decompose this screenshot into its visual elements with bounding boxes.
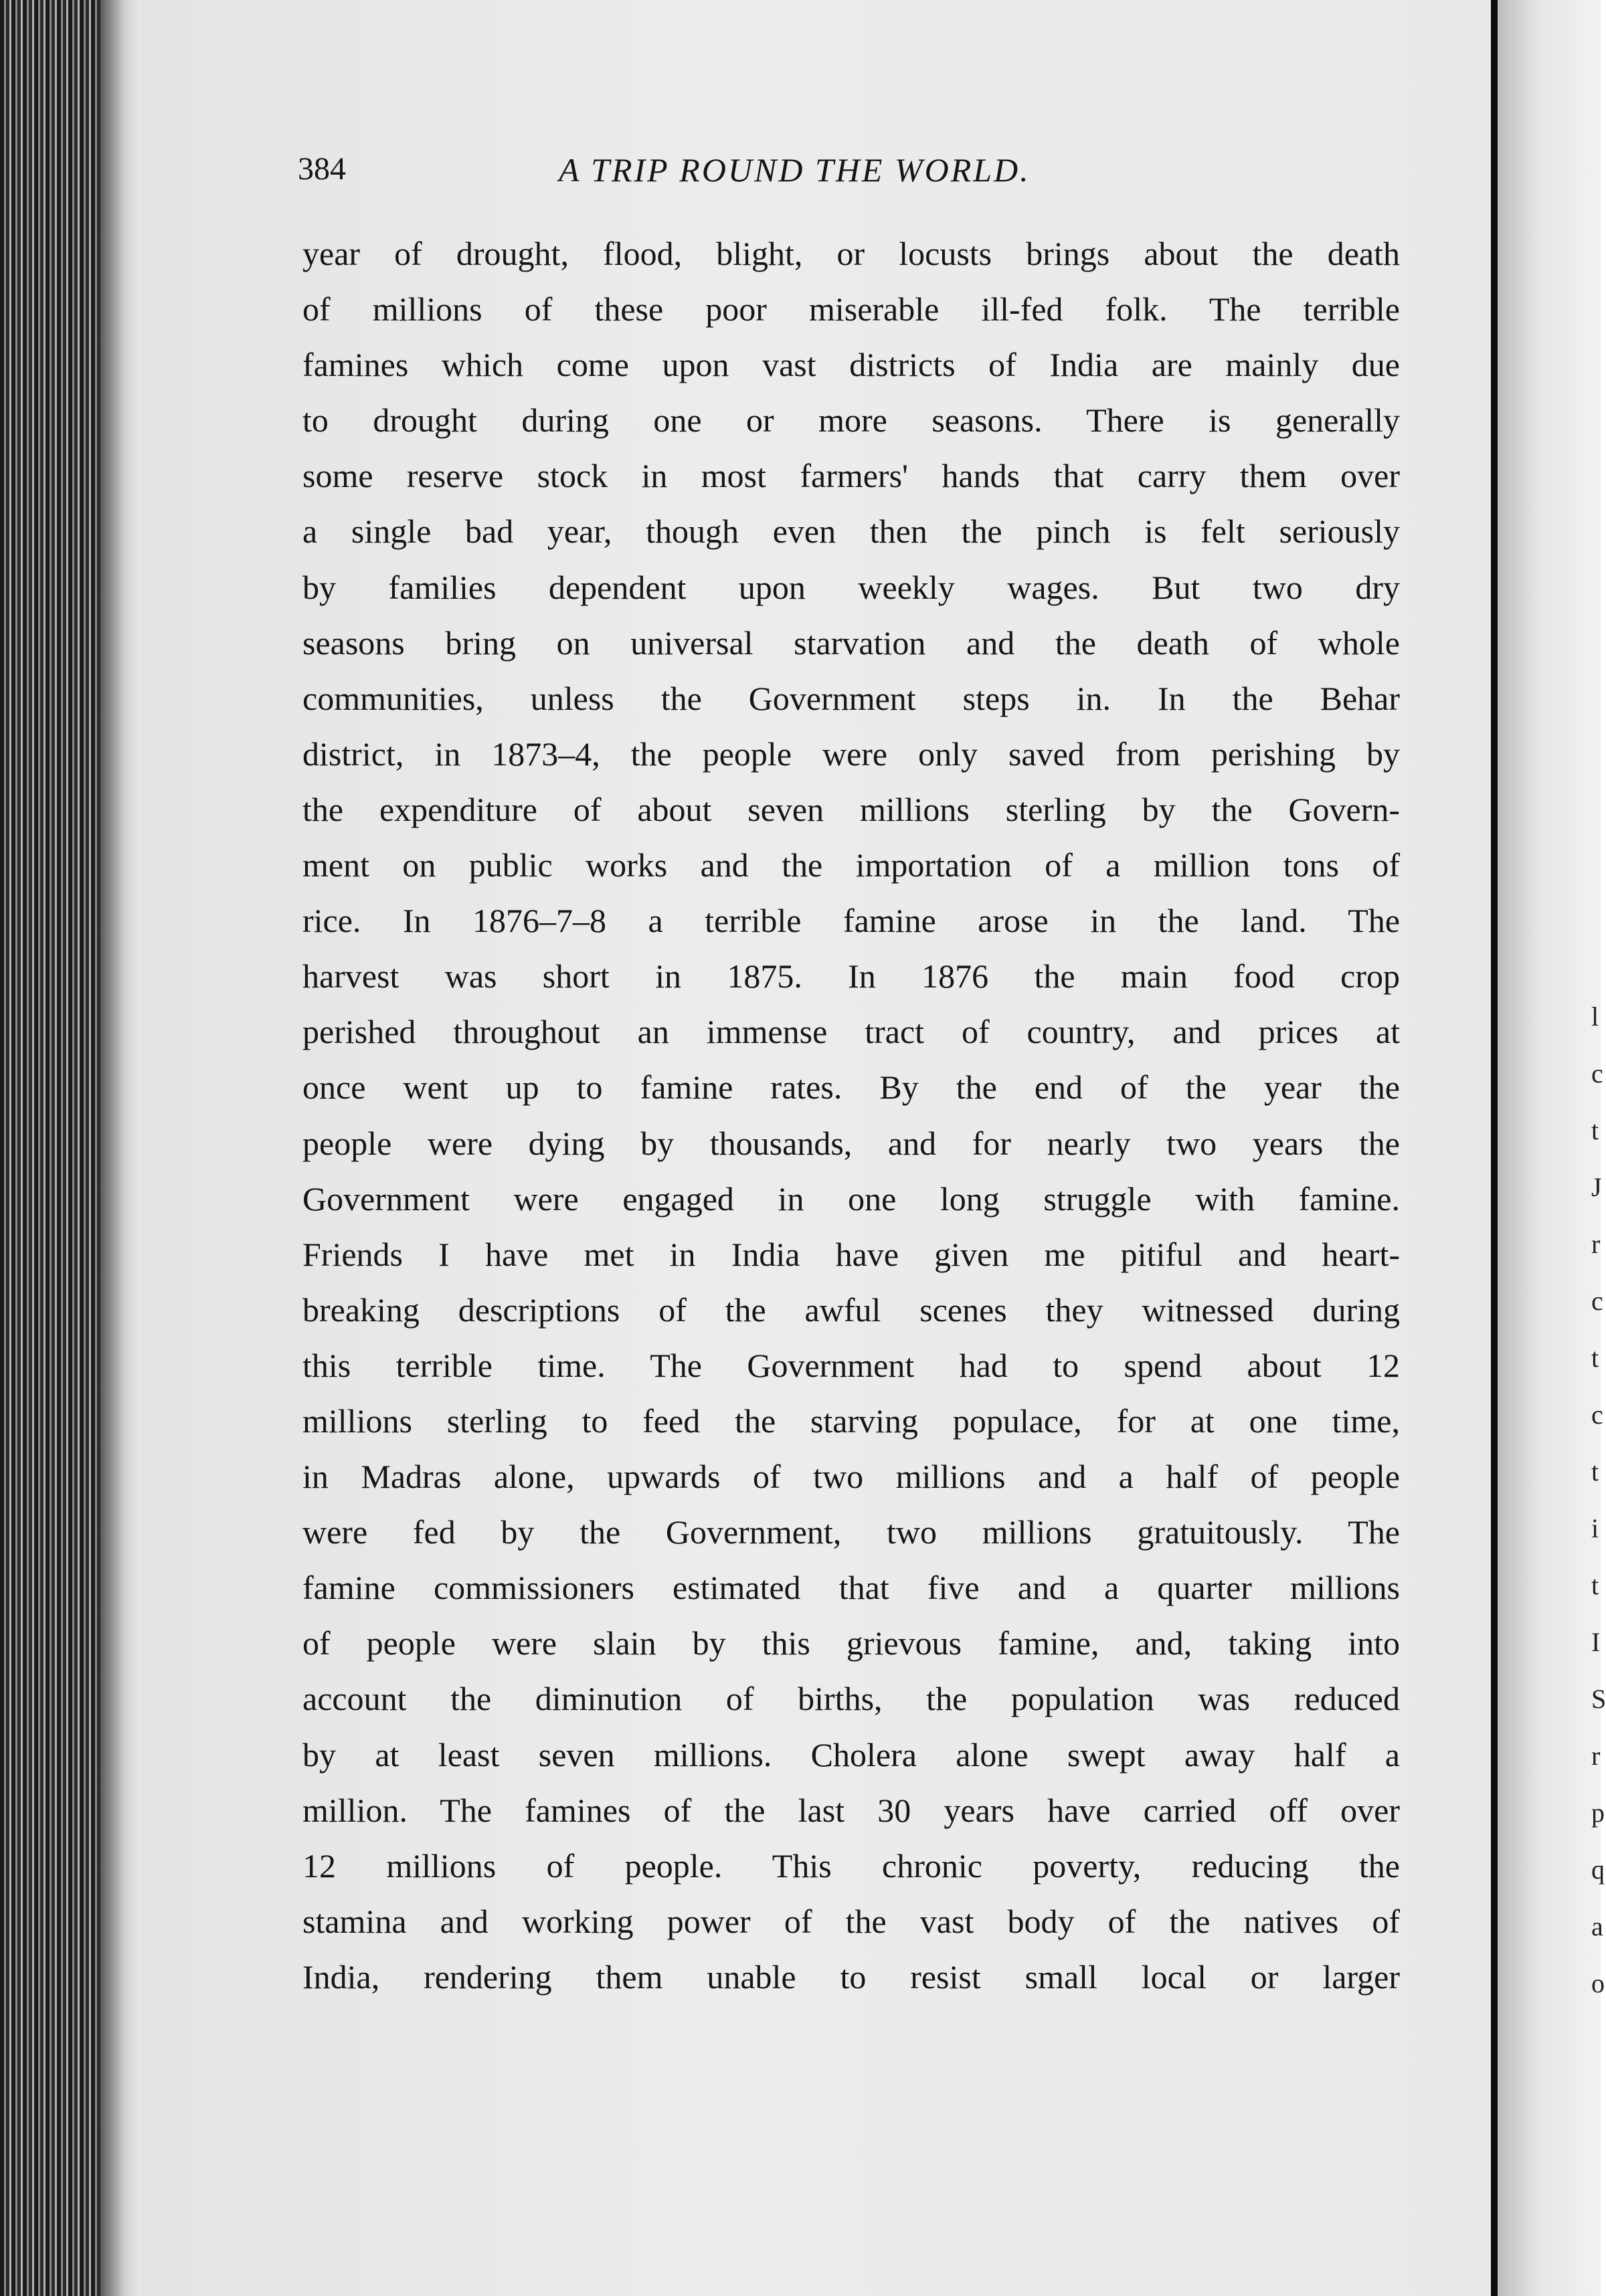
- text-line: famines which come upon vast districts of India are mainly due: [302, 346, 1400, 384]
- book-binding-edge: [0, 0, 100, 2296]
- adjacent-page-fragment: l: [1591, 1001, 1599, 1032]
- adjacent-page-fragment: p: [1591, 1798, 1605, 1828]
- adjacent-page-fragment: i: [1591, 1513, 1599, 1543]
- adjacent-page-fragment: r: [1591, 1741, 1601, 1771]
- adjacent-page-fragment: J: [1591, 1172, 1602, 1202]
- binding-shadow: [100, 0, 141, 2296]
- text-line: people were dying by thousands, and for nearly two years the: [302, 1124, 1400, 1162]
- text-line: Government were engaged in one long struggle with famine.: [302, 1179, 1400, 1218]
- adjacent-page-fragment: t: [1591, 1343, 1599, 1373]
- text-line: of people were slain by this grievous famine, and, taking into: [302, 1624, 1400, 1662]
- text-line: 12 millions of people. This chronic poverty, reducing the: [302, 1846, 1400, 1885]
- text-line: once went up to famine rates. By the end of the year the: [302, 1068, 1400, 1107]
- adjacent-page-fragment: a: [1591, 1911, 1603, 1941]
- page-gutter: [1491, 0, 1498, 2296]
- adjacent-page-fragment: S: [1591, 1684, 1606, 1714]
- text-line: of millions of these poor miserable ill-fed folk. The terrible: [302, 290, 1400, 328]
- text-line: were fed by the Government, two millions gratuitously. The: [302, 1513, 1400, 1551]
- adjacent-page-fragment: o: [1591, 1968, 1605, 1998]
- adjacent-page-fragment: t: [1591, 1456, 1599, 1487]
- text-line: to drought during one or more seasons. There is generally: [302, 401, 1400, 440]
- text-line: rice. In 1876–7–8 a terrible famine arose in the land. The: [302, 902, 1400, 940]
- text-line: some reserve stock in most farmers' hands that carry them over: [302, 457, 1400, 495]
- text-line: a single bad year, though even then the pinch is felt seriously: [302, 512, 1400, 551]
- adjacent-page-fragment: t: [1591, 1115, 1599, 1145]
- text-line: year of drought, flood, blight, or locusts brings about the death: [302, 235, 1400, 272]
- adjacent-page-fragment: t: [1591, 1570, 1599, 1600]
- text-line: this terrible time. The Government had to spend about 12: [302, 1346, 1400, 1384]
- text-line: India, rendering them unable to resist small local or larger: [302, 1957, 1400, 1996]
- text-line: Friends I have met in India have given me pitiful and heart-: [302, 1235, 1400, 1273]
- text-line: perished throughout an immense tract of country, and prices at: [302, 1013, 1400, 1051]
- text-line: famine commissioners estimated that five and a quarter millions: [302, 1569, 1400, 1607]
- adjacent-page-fragment: c: [1591, 1400, 1603, 1430]
- adjacent-page-fragment: q: [1591, 1854, 1605, 1885]
- text-line: by families dependent upon weekly wages. But two dry: [302, 568, 1400, 606]
- text-line: seasons bring on universal starvation and the death of whole: [302, 624, 1400, 662]
- text-line: district, in 1873–4, the people were only saved from perishing by: [302, 735, 1400, 773]
- text-line: by at least seven millions. Cholera alone swept away half a: [302, 1735, 1400, 1774]
- adjacent-page-fragment: c: [1591, 1286, 1603, 1316]
- adjacent-page-edge: [1498, 0, 1606, 2296]
- running-title: A TRIP ROUND THE WORLD.: [559, 151, 1031, 189]
- adjacent-page-fragment: I: [1591, 1627, 1601, 1657]
- body-text: [302, 226, 1400, 2005]
- text-line: account the diminution of births, the population was reduced: [302, 1680, 1400, 1718]
- text-line: the expenditure of about seven millions sterling by the Govern-: [302, 790, 1400, 828]
- text-line: communities, unless the Government steps in. In the Behar: [302, 679, 1400, 717]
- text-line: million. The famines of the last 30 years have carried off over: [302, 1791, 1400, 1829]
- text-line: in Madras alone, upwards of two millions and a half of people: [302, 1458, 1400, 1496]
- text-line: breaking descriptions of the awful scenes they witnessed during: [302, 1290, 1400, 1329]
- page-number: 384: [298, 151, 346, 187]
- text-line: harvest was short in 1875. In 1876 the main food crop: [302, 957, 1400, 995]
- page-header: [298, 151, 1402, 197]
- text-line: ment on public works and the importation of a million tons of: [302, 846, 1400, 884]
- adjacent-page-fragment: c: [1591, 1058, 1603, 1088]
- adjacent-page-fragment: r: [1591, 1229, 1601, 1259]
- text-line: stamina and working power of the vast body of the natives of: [302, 1902, 1400, 1940]
- text-line: millions sterling to feed the starving populace, for at one time,: [302, 1402, 1400, 1440]
